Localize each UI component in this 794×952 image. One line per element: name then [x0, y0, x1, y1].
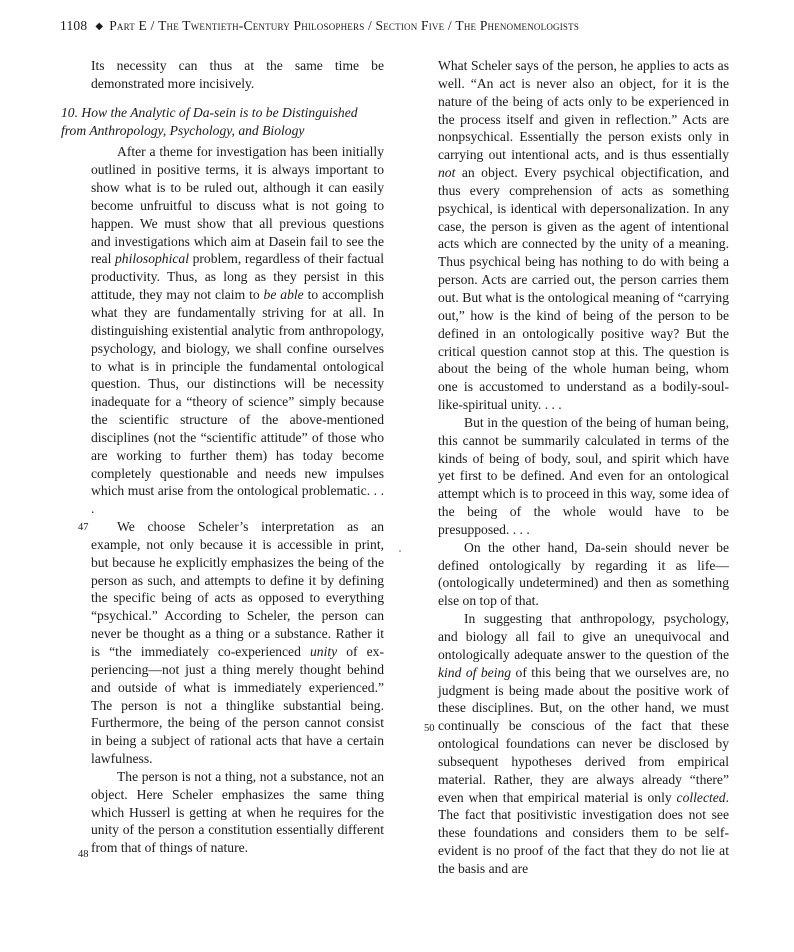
- paragraph: What Scheler says of the person, he applies to acts as well. “An act is never also an object, for it is the nature of the being of acts only to be experienced in the process itself and given in reflection.” Acts are nonpsychical. Essentially the person exists only in carrying out intentional acts, and is thus essentially not an object. Every psychical objectification, and thus every comprehension of acts as something psychical, is identical with depersonalization. In any case, the person is given as the agent of intentional acts which are connected by the unity of a meaning. Thus psychical being has nothing to do with being a person. Acts are carried out, the person carries them out. But what is the ontological meaning of “carrying out,” how is the kind of being of the person to be defined in an ontologically positive way? But the critical question cannot stop at this. The question is about the being of the whole human being, whom one is accustomed to understand as a bodily-soul-like-spiritual unity. . . .: [438, 58, 729, 413]
- header-separator: /: [150, 18, 155, 33]
- paragraph: But in the question of the being of human being, this cannot be summarily calculated in terms of the kinds of being of body, soul, and spirit which have yet first to be defined. And even for an ontological attempt which is to proceed in this way, some idea of the being of the whole would have to be presupposed. . . .: [438, 414, 729, 537]
- right-column: [438, 57, 729, 878]
- margin-dot: [399, 550, 401, 552]
- section-heading: 10. How the Analytic of Da-sein is to be Distinguished from Anthropology, Psychology, and Biology: [61, 104, 358, 138]
- paragraph: In suggesting that anthropology, psychology, and biology all fail to give an unequivocal and ontologically adequate answer to the question of the kind of being of this being that we ourselves are, no judgment is being made about the positive work of these disciplines. But, on the other hand, we must continually be conscious of the fact that these ontological foundations can never be disclosed by subsequent hypotheses derived from empirical material. Rather, they are always already “there” even when that empirical material is only collected. The fact that positivistic investigation does not see these foundations and considers them to be self-evident is no proof of the fact that they do not lie at the basis and are: [438, 611, 729, 876]
- paragraph: After a theme for investigation has been initially outlined in positive terms, it is always important to show what is to be ruled out, although it can easily become unfruitful to discuss what is not going to happen. We must show that all previous questions and investigations which aim at Dasein fail to see the real philosophical problem, regardless of their factual productivity. Thus, as long as they persist in this attitude, they may not claim to be able to accomplish what they are fundamentally striving for at all. In distinguishing existential analytic from anthropology, psychology, and biology, we shall confine ourselves to what is in principle the fundamental ontological question. Thus, our distinctions will be necessity inadequate for a “theory of science” simply because the scientific structure of the above-mentioned disciplines (not the “scientific attitude” of those who are working to further them) has today become completely questionable and needs new impulses which must arise from the ontological problematic. . . .: [91, 144, 384, 517]
- paragraph: We choose Scheler’s interpretation as an example, not only because it is accessible in print, but because he explicitly emphasizes the being of the person as such, and attempts to define it by defining the specific being of acts as opposed to everything “psychical.” According to Scheler, the person can never be thought as a thing or a substance. Rather it is “the immediately co-experienced unity of ex-periencing—not just a thing merely thought behind and outside of what is immediately experienced.” The person is not a thinglike substantial being. Furthermore, the being of the person cannot consist in being a subject of rational acts that have a certain lawfulness.: [91, 519, 384, 767]
- section-title: The Twentieth-Century Philosophers: [158, 18, 365, 33]
- paragraph: The person is not a thing, not a substance, not an object. Here Scheler emphasizes the same thing which Husserl is getting at when he requires for the unity of the person a constitution essentially different from that of things of nature.: [91, 768, 384, 856]
- page-number: 1108: [60, 18, 88, 33]
- chapter-label: The Phenomenologists: [455, 18, 580, 33]
- running-header: [60, 18, 760, 34]
- margin-page-number: 50: [424, 723, 435, 734]
- header-separator: /: [447, 18, 452, 33]
- header-separator: /: [367, 18, 372, 33]
- paragraph-continued: Its necessity can thus at the same time be demonstrated more incisively.: [91, 58, 384, 91]
- margin-page-number: 48: [78, 849, 89, 860]
- paragraph: On the other hand, Da-sein should never be defined ontologically by regarding it as life—(ontologically undetermined) and then as something else on top of that.: [438, 539, 729, 609]
- section-label: Section Five: [375, 18, 445, 33]
- part-label: Part E: [109, 18, 147, 33]
- margin-page-number: 47: [78, 522, 89, 533]
- diamond-arrow-icon: ◆: [95, 21, 104, 32]
